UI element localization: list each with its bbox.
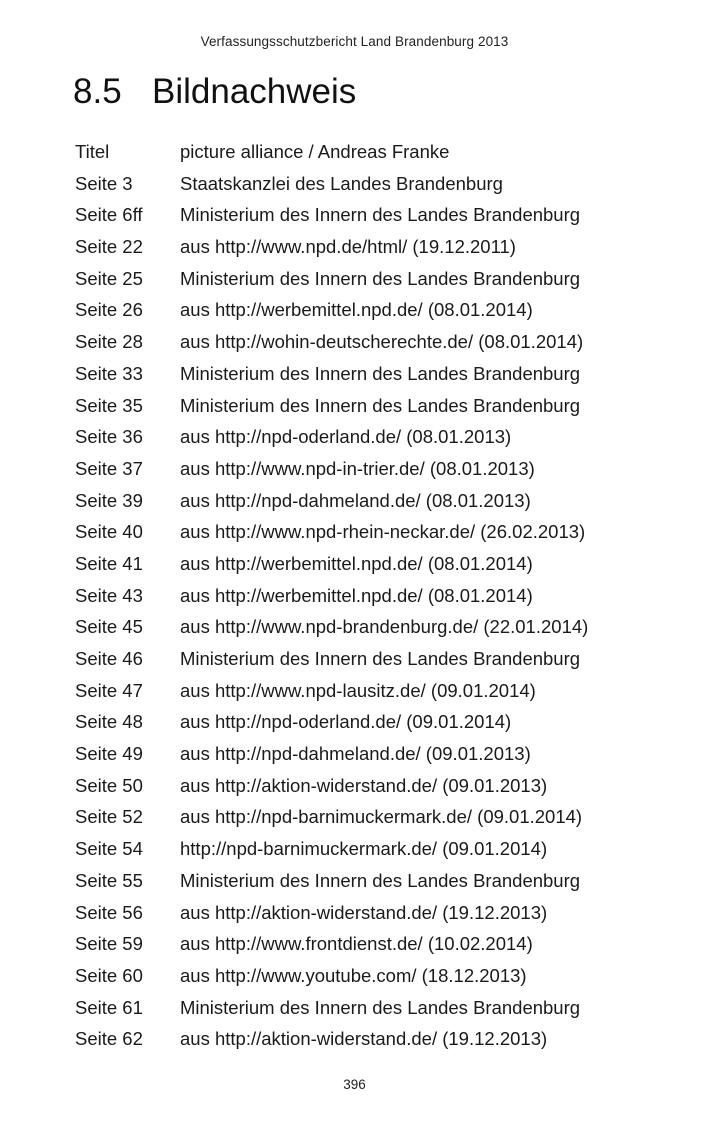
credit-source: aus http://npd-oderland.de/ (08.01.2013) — [180, 426, 512, 448]
credit-page-ref: Seite 56 — [75, 901, 143, 923]
section-heading — [73, 70, 356, 114]
credit-row — [75, 358, 675, 390]
credit-source: aus http://aktion-widerstand.de/ (19.12.2013) — [180, 1028, 548, 1050]
credit-source: aus http://werbemittel.npd.de/ (08.01.2014) — [180, 584, 533, 606]
credit-source: aus http://npd-oderland.de/ (09.01.2014) — [180, 711, 512, 733]
credit-row — [75, 928, 675, 960]
credit-row — [75, 294, 675, 326]
credit-row — [75, 643, 675, 675]
credit-row — [75, 168, 675, 200]
credit-page-ref: Titel — [75, 141, 110, 162]
credit-page-ref: Seite 50 — [75, 774, 143, 796]
credit-row — [75, 833, 675, 865]
credit-page-ref: Seite 61 — [75, 996, 143, 1018]
credit-source: aus http://www.npd-in-trier.de/ (08.01.2013) — [180, 457, 535, 479]
credit-page-ref: Seite 6ff — [75, 204, 143, 226]
credit-source: aus http://npd-barnimuckermark.de/ (09.01.2014) — [180, 806, 583, 828]
credit-source: aus http://aktion-widerstand.de/ (09.01.2013) — [180, 774, 548, 796]
credit-row — [75, 485, 675, 517]
credit-row — [75, 770, 675, 802]
credit-page-ref: Seite 48 — [75, 711, 143, 733]
credit-source: Ministerium des Innern des Landes Brandenburg — [180, 869, 581, 891]
credit-page-ref: Seite 40 — [75, 521, 143, 543]
credit-source: Ministerium des Innern des Landes Brandenburg — [180, 204, 581, 226]
credit-source: aus http://aktion-widerstand.de/ (19.12.2013) — [180, 901, 548, 923]
credit-row — [75, 516, 675, 548]
image-credits-list — [75, 136, 675, 1055]
credit-row — [75, 136, 675, 168]
credit-page-ref: Seite 28 — [75, 331, 143, 353]
credit-row — [75, 738, 675, 770]
credit-source: aus http://www.npd-brandenburg.de/ (22.01.2014) — [180, 616, 589, 638]
credit-page-ref: Seite 45 — [75, 616, 143, 638]
credit-row — [75, 675, 675, 707]
credit-source: Staatskanzlei des Landes Brandenburg — [180, 172, 503, 194]
credit-page-ref: Seite 62 — [75, 1028, 143, 1050]
credit-row — [75, 263, 675, 295]
credit-row — [75, 231, 675, 263]
credit-source: aus http://www.frontdienst.de/ (10.02.2014) — [180, 933, 533, 955]
credit-row — [75, 390, 675, 422]
credit-page-ref: Seite 39 — [75, 489, 143, 511]
credit-source: aus http://werbemittel.npd.de/ (08.01.2014) — [180, 299, 533, 321]
credit-page-ref: Seite 47 — [75, 679, 143, 701]
credit-source: Ministerium des Innern des Landes Brandenburg — [180, 648, 581, 669]
credit-source: aus http://werbemittel.npd.de/ (08.01.2014) — [180, 552, 533, 574]
credit-page-ref: Seite 60 — [75, 964, 143, 986]
credit-page-ref: Seite 36 — [75, 426, 143, 448]
credit-row — [75, 611, 675, 643]
credit-page-ref: Seite 33 — [75, 362, 143, 384]
credit-source: aus http://wohin-deutscherechte.de/ (08.01.2014) — [180, 331, 584, 353]
credit-source: aus http://npd-dahmeland.de/ (08.01.2013) — [180, 489, 531, 511]
credit-page-ref: Seite 3 — [75, 172, 133, 194]
credit-page-ref: Seite 49 — [75, 743, 143, 765]
credit-row — [75, 801, 675, 833]
credit-page-ref: Seite 55 — [75, 869, 143, 891]
credit-source: picture alliance / Andreas Franke — [180, 141, 450, 162]
credit-row — [75, 960, 675, 992]
credit-page-ref: Seite 59 — [75, 933, 143, 955]
section-title: Bildnachweis — [152, 72, 357, 111]
credit-source: aus http://www.youtube.com/ (18.12.2013) — [180, 964, 527, 986]
credit-page-ref: Seite 54 — [75, 838, 143, 860]
credit-row — [75, 548, 675, 580]
credit-source: Ministerium des Innern des Landes Brandenburg — [180, 362, 581, 384]
credit-page-ref: Seite 43 — [75, 584, 143, 606]
section-number: 8.5 — [73, 72, 122, 111]
credit-row — [75, 865, 675, 897]
credit-source: Ministerium des Innern des Landes Brandenburg — [180, 996, 581, 1018]
credit-source: aus http://www.npd-rhein-neckar.de/ (26.02.2013) — [180, 521, 586, 543]
credit-page-ref: Seite 26 — [75, 299, 143, 321]
credit-page-ref: Seite 25 — [75, 267, 143, 289]
credit-row — [75, 992, 675, 1024]
credit-page-ref: Seite 52 — [75, 806, 143, 828]
credit-source: aus http://www.npd.de/html/ (19.12.2011) — [180, 236, 516, 258]
credit-row — [75, 199, 675, 231]
credit-row — [75, 580, 675, 612]
credit-source: aus http://www.npd-lausitz.de/ (09.01.2014) — [180, 679, 536, 701]
credit-page-ref: Seite 37 — [75, 457, 143, 479]
credit-row — [75, 421, 675, 453]
credit-source: Ministerium des Innern des Landes Brandenburg — [180, 267, 581, 289]
credit-row — [75, 453, 675, 485]
credit-row — [75, 897, 675, 929]
credit-page-ref: Seite 41 — [75, 552, 143, 574]
running-header: Verfassungsschutzbericht Land Brandenburg 2013 — [200, 34, 509, 49]
credit-source: aus http://npd-dahmeland.de/ (09.01.2013) — [180, 743, 531, 765]
credit-source: http://npd-barnimuckermark.de/ (09.01.2014) — [180, 838, 548, 860]
credit-source: Ministerium des Innern des Landes Brandenburg — [180, 394, 581, 416]
page-number: 396 — [343, 1077, 366, 1092]
credit-row — [75, 326, 675, 358]
credit-row — [75, 706, 675, 738]
credit-page-ref: Seite 22 — [75, 236, 143, 258]
credit-page-ref: Seite 35 — [75, 394, 143, 416]
credit-page-ref: Seite 46 — [75, 648, 143, 669]
credit-row — [75, 1023, 675, 1055]
